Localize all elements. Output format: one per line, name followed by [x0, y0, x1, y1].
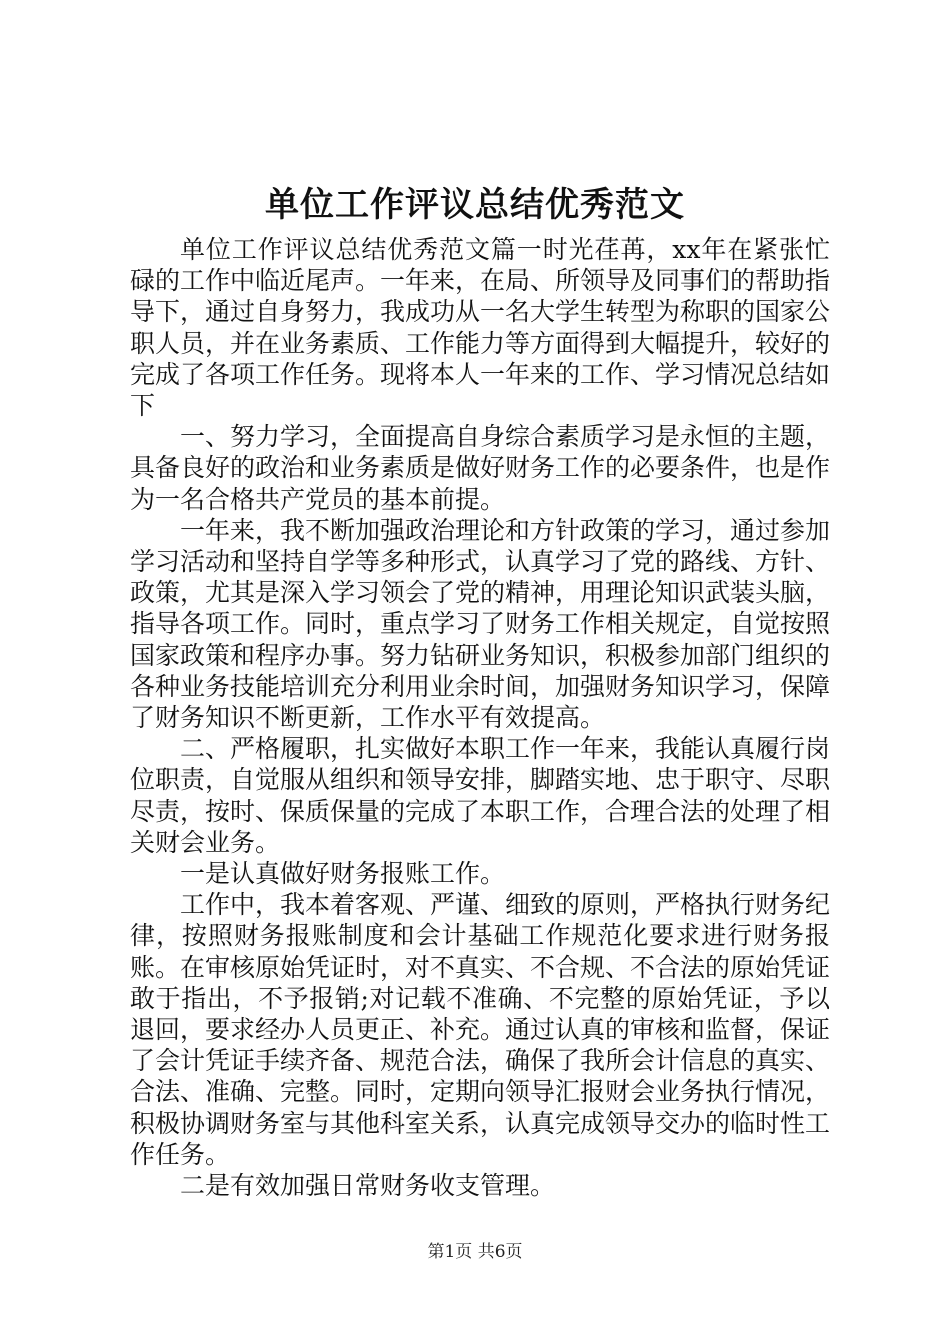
paragraph-reimbursement: 工作中，我本着客观、严谨、细致的原则，严格执行财务纪律，按照财务报账制度和会计基础工作规范化要求进行财务报账。在审核原始凭证时，对不真实、不合规、不合法的原始凭证敢于指出，不予报销;对记载不准确、不完整的原始凭证，予以退回，要求经办人员更正、补充。通过认真的审核和监督，保证了会计凭证手续齐备、规范合法，确保了我所会计信息的真实、合法、准确、完整。同时，定期向领导汇报财会业务执行情况，积极协调财务室与其他科室关系，认真完成领导交办的临时性工作任务。	[130, 890, 831, 1169]
document-title: 单位工作评议总结优秀范文	[265, 185, 685, 225]
paragraph-section-one: 一、努力学习，全面提高自身综合素质学习是永恒的主题，具备良好的政治和业务素质是做好财务工作的必要条件，也是作为一名合格共产党员的基本前提。	[130, 422, 831, 514]
paragraph-section-two: 二、严格履职，扎实做好本职工作一年来，我能认真履行岗位职责，自觉服从组织和领导安排，脚踏实地、忠于职守、尽职尽责，按时、保质保量的完成了本职工作，合理合法的处理了相关财会业务。	[130, 734, 831, 857]
paragraph-item-one: 一是认真做好财务报账工作。	[180, 859, 506, 889]
document-body	[130, 234, 830, 1201]
paragraph-item-two: 二是有效加强日常财务收支管理。	[180, 1171, 556, 1201]
paragraph-intro: 单位工作评议总结优秀范文篇一时光荏苒，xx年在紧张忙碌的工作中临近尾声。一年来，在局、所领导及同事们的帮助指导下，通过自身努力，我成功从一名大学生转型为称职的国家公职人员，并在业务素质、工作能力等方面得到大幅提升，较好的完成了各项工作任务。现将本人一年来的工作、学习情况总结如下	[130, 235, 831, 421]
page-footer: 第1页 共6页	[427, 1242, 523, 1262]
paragraph-study: 一年来，我不断加强政治理论和方针政策的学习，通过参加学习活动和坚持自学等多种形式，认真学习了党的路线、方针、政策，尤其是深入学习领会了党的精神，用理论知识武装头脑，指导各项工作。同时，重点学习了财务工作相关规定，自觉按照国家政策和程序办事。努力钻研业务知识，积极参加部门组织的各种业务技能培训充分利用业余时间，加强财务知识学习，保障了财务知识不断更新，工作水平有效提高。	[130, 515, 831, 733]
